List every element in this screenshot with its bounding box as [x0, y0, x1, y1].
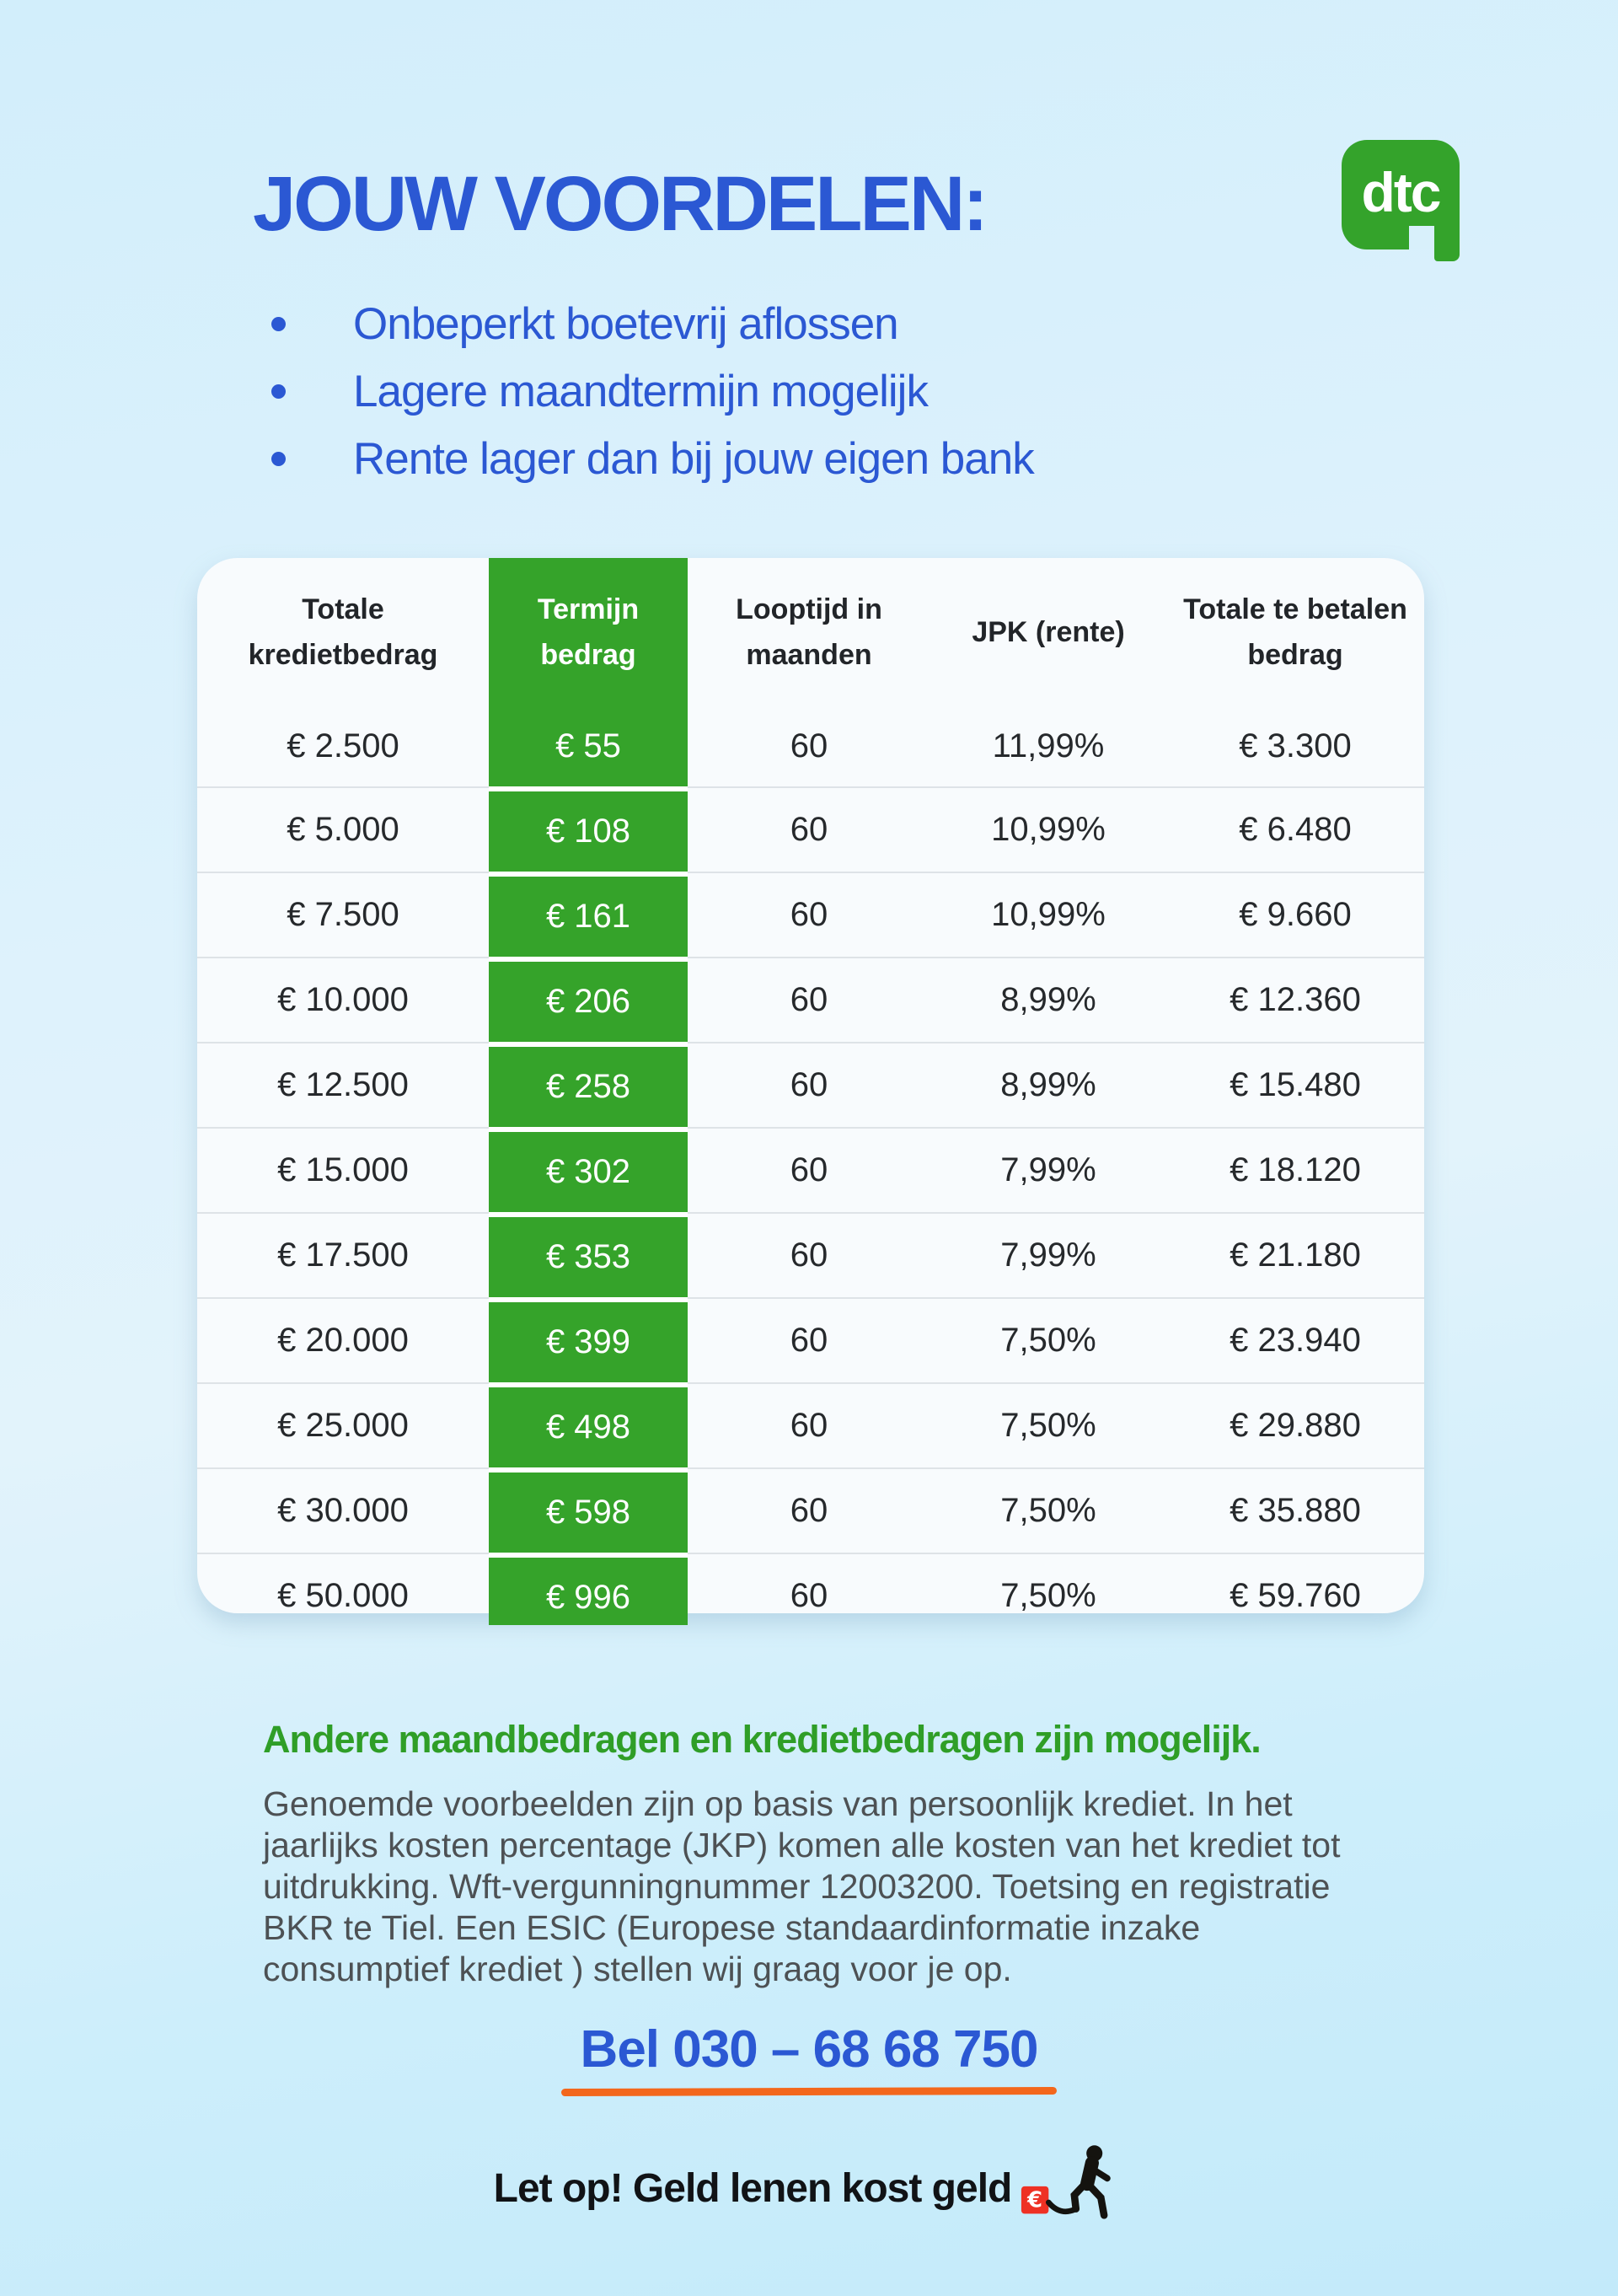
table-cell: 60	[688, 1382, 930, 1467]
note-line: BKR te Tiel. Een ESIC (Europese standaardinformatie inzake	[263, 1908, 1201, 1947]
table-cell: 60	[688, 1127, 930, 1212]
rates-card	[197, 558, 1424, 1616]
rates-table-body	[197, 706, 1424, 1638]
table-cell: 7,50%	[930, 1297, 1166, 1382]
note-line: uitdrukking. Wft-vergunningnummer 12003200. Toetsing en registratie	[263, 1867, 1331, 1906]
bullet-icon	[271, 384, 286, 399]
table-row	[197, 1127, 1424, 1212]
column-header: Termijn bedrag	[537, 593, 640, 671]
table-cell: 7,50%	[930, 1382, 1166, 1467]
phone-underline-accent	[561, 2087, 1057, 2096]
column-header: Totale te betalen bedrag	[1183, 593, 1407, 671]
table-cell: € 30.000	[197, 1467, 489, 1553]
walking-figure	[1074, 2145, 1107, 2215]
table-cell: 60	[688, 1467, 930, 1553]
table-cell: € 2.500	[287, 727, 399, 764]
table-cell: € 15.000	[197, 1127, 489, 1212]
table-cell: € 161	[489, 872, 688, 957]
benefits-list	[271, 290, 1034, 492]
table-row	[197, 1553, 1424, 1638]
table-row	[197, 786, 1424, 872]
table-cell: € 10.000	[197, 957, 489, 1042]
table-cell: € 9.660	[1166, 872, 1424, 957]
bullet-icon	[271, 317, 286, 331]
money-ball-and-chain-icon	[1020, 2144, 1124, 2225]
table-cell: 60	[688, 957, 930, 1042]
rates-table	[197, 558, 1424, 1638]
table-cell: € 59.760	[1166, 1553, 1424, 1638]
table-cell: 10,99%	[930, 786, 1166, 872]
table-cell: 7,99%	[930, 1127, 1166, 1212]
table-cell: 60	[688, 872, 930, 957]
benefit-text: Onbeperkt boetevrij aflossen	[353, 298, 898, 349]
table-cell: 60	[688, 1212, 930, 1297]
table-cell: € 35.880	[1166, 1467, 1424, 1553]
table-cell: € 21.180	[1166, 1212, 1424, 1297]
rates-table-head-row	[197, 558, 1424, 706]
table-cell: 8,99%	[930, 957, 1166, 1042]
note-line: Genoemde voorbeelden zijn op basis van persoonlijk krediet. In het	[263, 1784, 1293, 1823]
table-cell: 7,99%	[930, 1212, 1166, 1297]
table-row	[197, 1042, 1424, 1127]
note-heading: Andere maandbedragen en kredietbedragen zijn mogelijk.	[263, 1718, 1261, 1761]
euro-symbol: €	[1027, 2187, 1043, 2213]
table-cell: € 29.880	[1166, 1382, 1424, 1467]
table-row	[197, 1467, 1424, 1553]
table-cell: 7,50%	[930, 1467, 1166, 1553]
table-cell: € 7.500	[197, 872, 489, 957]
bullet-icon	[271, 452, 286, 466]
table-row	[197, 957, 1424, 1042]
column-header: Totale kredietbedrag	[248, 593, 438, 671]
dtc-logo	[1342, 140, 1460, 249]
table-cell: € 55	[555, 727, 621, 764]
note-line: jaarlijks kosten percentage (JKP) komen alle kosten van het krediet tot	[263, 1826, 1341, 1864]
note-body	[263, 1784, 1409, 1990]
table-cell: 8,99%	[930, 1042, 1166, 1127]
table-cell: 60	[688, 786, 930, 872]
credit-warning	[0, 2151, 1618, 2225]
table-cell: € 258	[489, 1042, 688, 1127]
table-cell: € 3.300	[1239, 727, 1352, 764]
credit-warning-text: Let op! Geld lenen kost geld	[493, 2165, 1012, 2211]
table-cell: 60	[688, 1042, 930, 1127]
table-row	[197, 1382, 1424, 1467]
benefit-item	[271, 425, 1034, 492]
table-cell: € 302	[489, 1127, 688, 1212]
table-cell: € 15.480	[1166, 1042, 1424, 1127]
table-cell: 60	[688, 1297, 930, 1382]
column-header: JPK (rente)	[972, 616, 1125, 648]
table-cell: 10,99%	[930, 872, 1166, 957]
table-cell: € 12.360	[1166, 957, 1424, 1042]
table-cell: 60	[790, 727, 828, 764]
table-row	[197, 1297, 1424, 1382]
phone-cta[interactable]: Bel 030 – 68 68 750	[580, 2020, 1038, 2079]
column-header: Looptijd in maanden	[736, 593, 882, 671]
benefit-item	[271, 290, 1034, 357]
table-cell: € 996	[489, 1553, 688, 1638]
benefit-item	[271, 357, 1034, 425]
table-cell: 11,99%	[992, 727, 1105, 764]
table-cell: € 498	[489, 1382, 688, 1467]
table-row	[197, 872, 1424, 957]
benefit-text: Lagere maandtermijn mogelijk	[353, 366, 928, 416]
table-cell: € 353	[489, 1212, 688, 1297]
table-cell: € 50.000	[197, 1553, 489, 1638]
table-cell: € 108	[489, 786, 688, 872]
table-row	[197, 706, 1424, 786]
phone-cta-section	[0, 2020, 1618, 2095]
table-cell: 7,50%	[930, 1553, 1166, 1638]
page-title: JOUW VOORDELEN:	[253, 161, 986, 247]
table-cell: € 20.000	[197, 1297, 489, 1382]
table-cell: € 399	[489, 1297, 688, 1382]
benefit-text: Rente lager dan bij jouw eigen bank	[353, 433, 1034, 484]
table-cell: € 23.940	[1166, 1297, 1424, 1382]
table-cell: € 6.480	[1166, 786, 1424, 872]
table-cell: € 17.500	[197, 1212, 489, 1297]
table-cell: € 598	[489, 1467, 688, 1553]
dtc-logo-text: dtc	[1361, 161, 1440, 223]
table-row	[197, 1212, 1424, 1297]
table-cell: 60	[688, 1553, 930, 1638]
table-cell: € 25.000	[197, 1382, 489, 1467]
table-cell: € 5.000	[197, 786, 489, 872]
table-cell: € 206	[489, 957, 688, 1042]
table-cell: € 18.120	[1166, 1127, 1424, 1212]
note-line: consumptief krediet ) stellen wij graag voor je op.	[263, 1950, 1012, 1988]
table-cell: € 12.500	[197, 1042, 489, 1127]
